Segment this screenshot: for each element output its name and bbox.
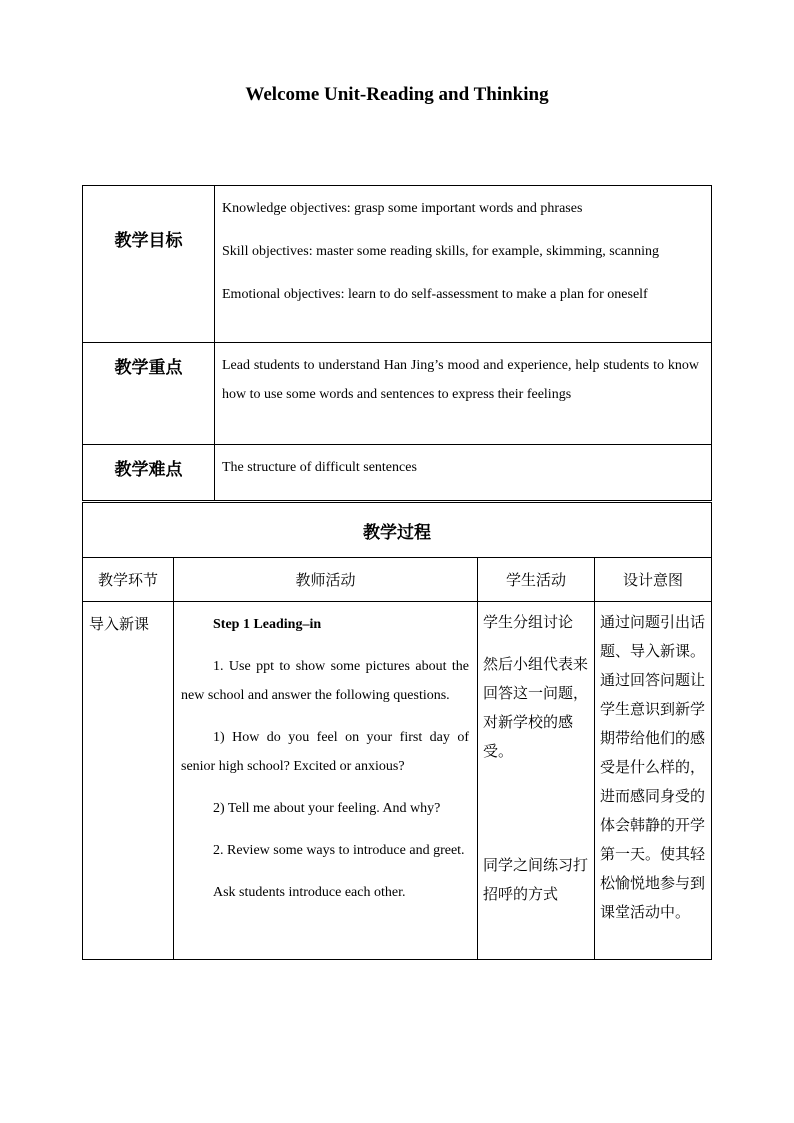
process-header-row bbox=[83, 558, 712, 602]
difficulties-label: 教学难点 bbox=[83, 445, 215, 501]
teacher-line: 2) Tell me about your feeling. And why? bbox=[213, 801, 441, 816]
lesson-info-table bbox=[82, 185, 712, 501]
table-row bbox=[83, 602, 712, 960]
teacher-activity-cell bbox=[174, 602, 478, 960]
objectives-row bbox=[83, 186, 712, 343]
stage-cell: 导入新课 bbox=[83, 602, 174, 960]
student-activity-2: 然后小组代表来回答这一问题，对新学校的感受。 bbox=[483, 655, 589, 760]
difficulties-row bbox=[83, 445, 712, 501]
design-intent-cell: 通过问题引出话题、导入新课。通过回答问题让学生意识到新学期带给他们的感受是什么样的，进而感同身受的体会韩静的开学第一天。使其轻松愉悦地参与到课堂活动中。 bbox=[595, 602, 712, 960]
header-design: 设计意图 bbox=[595, 558, 712, 602]
teacher-line: 2. Review some ways to introduce and greet. bbox=[213, 843, 465, 858]
teacher-line: Ask students introduce each other. bbox=[213, 885, 406, 900]
header-stage: 教学环节 bbox=[83, 558, 174, 602]
step-title: Step 1 Leading–in bbox=[213, 617, 322, 632]
difficulties-text: The structure of difficult sentences bbox=[215, 445, 712, 501]
header-student: 学生活动 bbox=[478, 558, 595, 602]
key-points-row bbox=[83, 343, 712, 445]
knowledge-objectives: Knowledge objectives: grasp some important words and phrases bbox=[222, 201, 583, 216]
student-activity-1: 学生分组讨论 bbox=[483, 613, 574, 631]
process-title: 教学过程 bbox=[83, 503, 712, 558]
student-activity-3: 同学之间练习打招呼的方式 bbox=[483, 856, 589, 903]
header-teacher: 教师活动 bbox=[174, 558, 478, 602]
teacher-line: 1) How do you feel on your first day of senior high school? Excited or anxious? bbox=[181, 730, 469, 774]
objectives-content bbox=[215, 186, 712, 343]
student-activity-cell bbox=[478, 602, 595, 960]
objectives-label: 教学目标 bbox=[83, 186, 215, 343]
page-title: Welcome Unit-Reading and Thinking bbox=[245, 84, 549, 105]
emotional-objectives: Emotional objectives: learn to do self-assessment to make a plan for oneself bbox=[222, 287, 648, 302]
teaching-process-table bbox=[82, 502, 712, 960]
key-points-text: Lead students to understand Han Jing’s mood and experience, help students to know how to use some words and sentences to express their feelings bbox=[215, 343, 712, 445]
teacher-line: 1. Use ppt to show some pictures about the new school and answer the following questions. bbox=[181, 659, 469, 703]
key-points-label: 教学重点 bbox=[83, 343, 215, 445]
skill-objectives: Skill objectives: master some reading skills, for example, skimming, scanning bbox=[222, 244, 660, 259]
